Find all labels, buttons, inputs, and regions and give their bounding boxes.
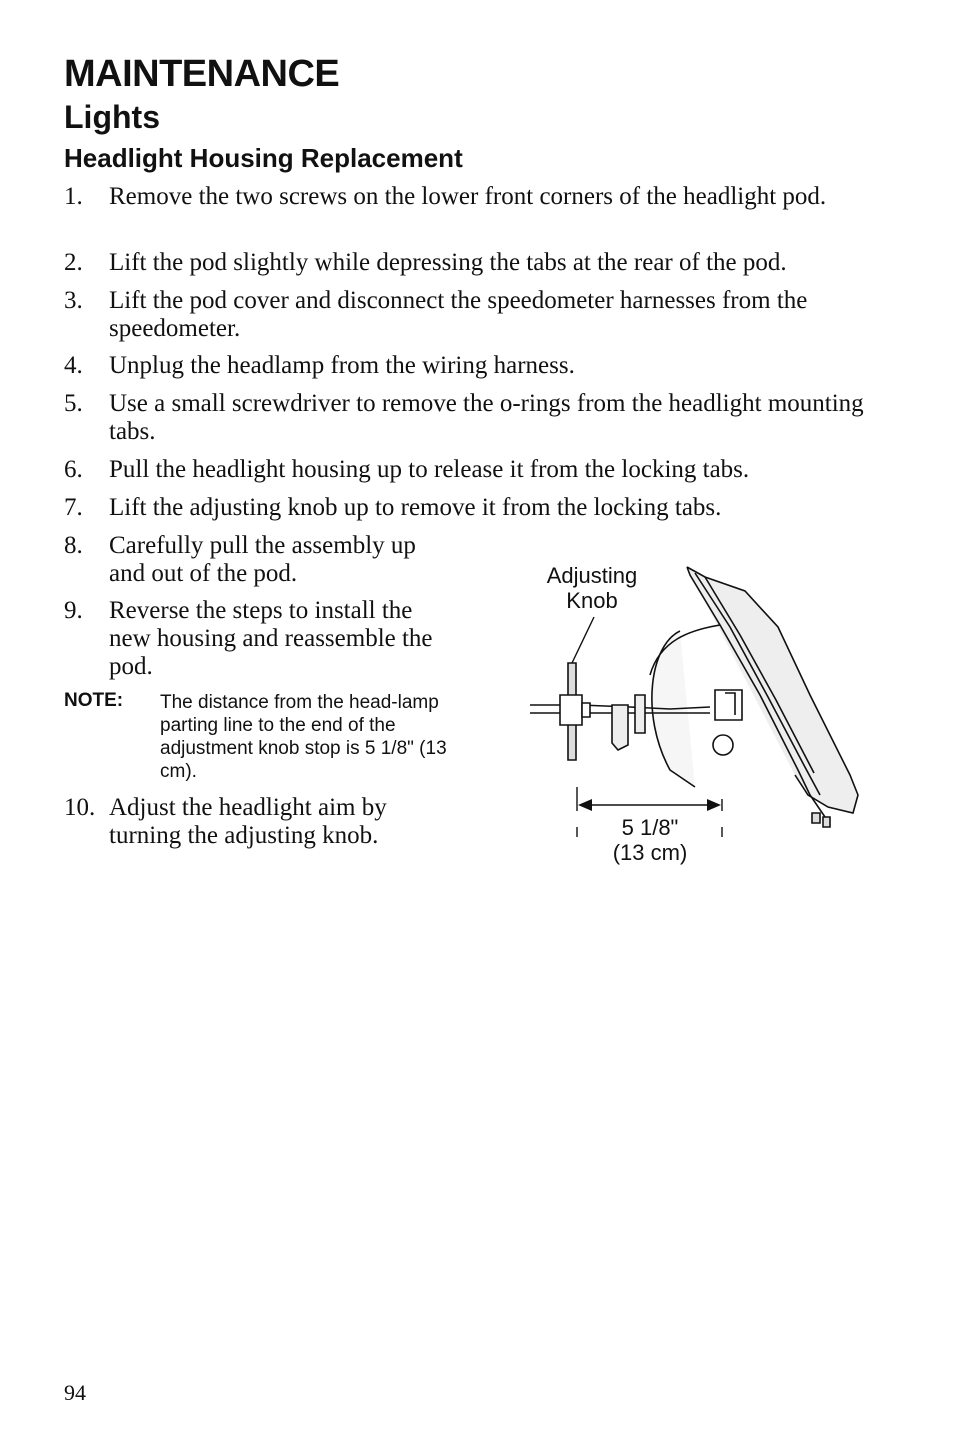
step-number: 8. — [64, 532, 83, 559]
list-item — [64, 532, 454, 588]
dimension-label — [600, 815, 700, 865]
list-item — [64, 183, 864, 211]
section-title: MAINTENANCE — [64, 53, 340, 95]
step-number: 4. — [64, 352, 83, 379]
step-text: Carefully pull the assembly up and out of the pod. — [109, 532, 416, 587]
list-item — [64, 597, 454, 681]
step-text: Lift the adjusting knob up to remove it from the locking tabs. — [109, 494, 722, 521]
step-number: 5. — [64, 390, 83, 417]
step-text: Use a small screwdriver to remove the o-rings from the headlight mounting tabs. — [109, 390, 864, 445]
step-number: 7. — [64, 494, 83, 521]
page-number: 94 — [64, 1380, 86, 1405]
step-text: Unplug the headlamp from the wiring harness. — [109, 352, 575, 379]
step-text: Adjust the headlight aim by turning the adjusting knob. — [109, 794, 387, 849]
list-item — [64, 794, 424, 850]
step-text: Lift the pod slightly while depressing the tabs at the rear of the pod. — [109, 249, 787, 276]
note-text: The distance from the head-lamp parting line to the end of the adjustment knob stop is 5 1/8" (13 cm). — [160, 692, 447, 782]
adjusting-knob-label — [530, 563, 654, 613]
dimension-line1: 5 1/8" — [621, 815, 679, 840]
step-number: 3. — [64, 287, 83, 314]
dimension-line2: (13 cm) — [612, 840, 688, 865]
topic-title: Headlight Housing Replacement — [64, 143, 463, 173]
list-item — [64, 494, 874, 522]
list-item — [64, 390, 864, 446]
knob-label-line1: Adjusting — [546, 563, 638, 588]
knob-label-line2: Knob — [566, 588, 618, 613]
subsection-title: Lights — [64, 99, 160, 135]
step-text: Lift the pod cover and disconnect the speedometer harnesses from the speedometer. — [109, 287, 808, 342]
step-text: Reverse the steps to install the new housing and reassemble the pod. — [109, 597, 433, 680]
list-item — [64, 456, 874, 484]
step-number: 9. — [64, 597, 83, 624]
note-label: NOTE: — [64, 690, 124, 711]
step-text: Pull the headlight housing up to release it from the locking tabs. — [109, 456, 750, 483]
list-item — [64, 287, 864, 343]
step-number: 2. — [64, 249, 83, 276]
step-number: 6. — [64, 456, 83, 483]
list-item — [64, 249, 874, 277]
step-number: 1. — [64, 183, 83, 210]
headlight-diagram — [520, 555, 880, 875]
step-number: 10. — [64, 794, 96, 821]
step-text: Remove the two screws on the lower front corners of the headlight pod. — [109, 183, 827, 210]
list-item — [64, 352, 864, 380]
